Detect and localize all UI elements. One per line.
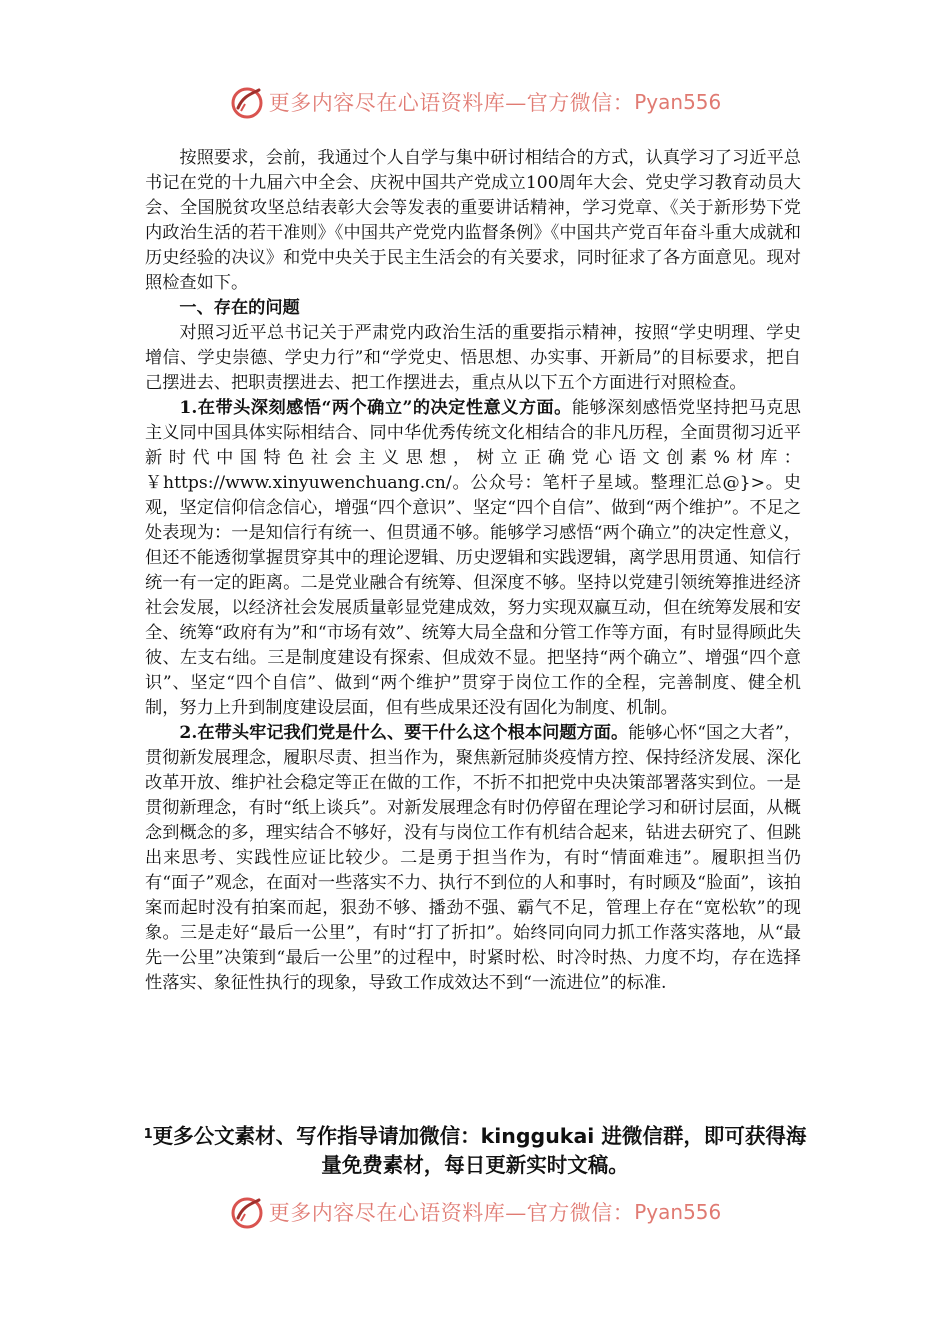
footnote — [140, 1122, 810, 1180]
header-banner — [0, 82, 950, 122]
document-body — [145, 146, 801, 996]
section-heading: 一、存在的问题 — [179, 298, 300, 318]
item-1-title: 1.在带头深刻感悟“两个确立”的决定性意义方面。 — [179, 398, 572, 418]
item-1-body: 能够深刻感悟党坚持把马克思主义同中国具体实际相结合、同中华优秀传统文化相结合的非凡历程，全面贯彻习近平新时代中国特色社会主义思想，树立正确党心语文创素%材库：￥https://www.xinyuwenchuang.cn/。公众号：笔杆子星域。整理汇总@}>。史观，坚定信仰信念信心，增强“四个意识”、坚定“四个自信”、做到“两个维护”。不足之处表现为：一是知信行有统一、但贯通不够。能够学习感悟“两个确立”的决定性意义，但还不能透彻掌握贯穿其中的理论逻辑、历史逻辑和实践逻辑，离学思用贯通、知信行统一有一定的距离。二是党业融合有统筹、但深度不够。坚持以党建引领统筹推进经济社会发展，以经济社会发展质量彰显党建成效，努力实现双赢互动，但在统筹发展和安全、统筹“政府有为”和“市场有效”、统筹大局全盘和分管工作等方面，有时显得顾此失彼、左支右绌。三是制度建设有探索、但成效不显。把坚持“两个确立”、增强“四个意识”、坚定“四个自信”、做到“两个维护”贯穿于岗位工作的全程，完善制度、健全机制，努力上升到制度建设层面，但有些成果还没有固化为制度、机制。 — [145, 398, 801, 718]
footnote-mark: 1 — [143, 1127, 153, 1142]
item-1-paragraph — [145, 396, 801, 721]
banner-wechat-id: Pyan556 — [634, 1200, 722, 1224]
banner-text: 更多内容尽在心语资料库—官方微信： — [268, 1201, 635, 1225]
brand-logo-icon — [229, 1194, 265, 1230]
banner-text: 更多内容尽在心语资料库—官方微信： — [268, 91, 635, 115]
footnote-text: 更多公文素材、写作指导请加微信：kinggukai 进微信群，即可获得海量免费素材，每日更新实时文稿。 — [152, 1124, 807, 1177]
banner-wechat-id: Pyan556 — [634, 90, 722, 114]
section-intro-paragraph: 对照习近平总书记关于严肃党内政治生活的重要指示精神，按照“学史明理、学史增信、学史崇德、学史力行”和“学党史、悟思想、办实事、开新局”的目标要求，把自己摆进去、把职责摆进去、把工作摆进去，重点从以下五个方面进行对照检查。 — [145, 323, 801, 393]
item-2-title: 2.在带头牢记我们党是什么、要干什么这个根本问题方面。 — [179, 723, 629, 743]
brand-logo-icon — [229, 84, 265, 120]
item-2-paragraph — [145, 721, 801, 996]
item-2-body: 能够心怀“国之大者”，贯彻新发展理念，履职尽责、担当作为，聚焦新冠肺炎疫情方控、保持经济发展、深化改革开放、维护社会稳定等正在做的工作，不折不扣把党中央决策部署落实到位。一是贯彻新理念，有时“纸上谈兵”。对新发展理念有时仍停留在理论学习和研讨层面，从概念到概念的多，理实结合不够好，没有与岗位工作有机结合起来，钻进去研究了、但跳出来思考、实践性应证比较少。二是勇于担当作为，有时“情面难违”。履职担当仍有“面子”观念，在面对一些落实不力、执行不到位的人和事时，有时顾及“脸面”，该拍案而起时没有拍案而起，狠劲不够、播劲不强、霸气不足，管理上存在“宽松软”的现象。三是走好“最后一公里”，有时“打了折扣”。始终同向同力抓工作落实落地，从“最先一公里”决策到“最后一公里”的过程中，时紧时松、时冷时热、力度不均，存在选择性落实、象征性执行的现象，导致工作成效达不到“一流进位”的标准. — [145, 723, 802, 993]
intro-paragraph: 按照要求，会前，我通过个人自学与集中研讨相结合的方式，认真学习了习近平总书记在党的十九届六中全会、庆祝中国共产党成立100周年大会、党史学习教育动员大会、全国脱贫攻坚总结表彰大会等发表的重要讲话精神，学习党章、《关于新形势下党内政治生活的若干准则》《中国共产党党内监督条例》《中国共产党百年奋斗重大成就和历史经验的决议》和党中央关于民主生活会的有关要求，同时征求了各方面意见。现对照检查如下。 — [145, 148, 801, 293]
footer-banner — [0, 1192, 950, 1232]
